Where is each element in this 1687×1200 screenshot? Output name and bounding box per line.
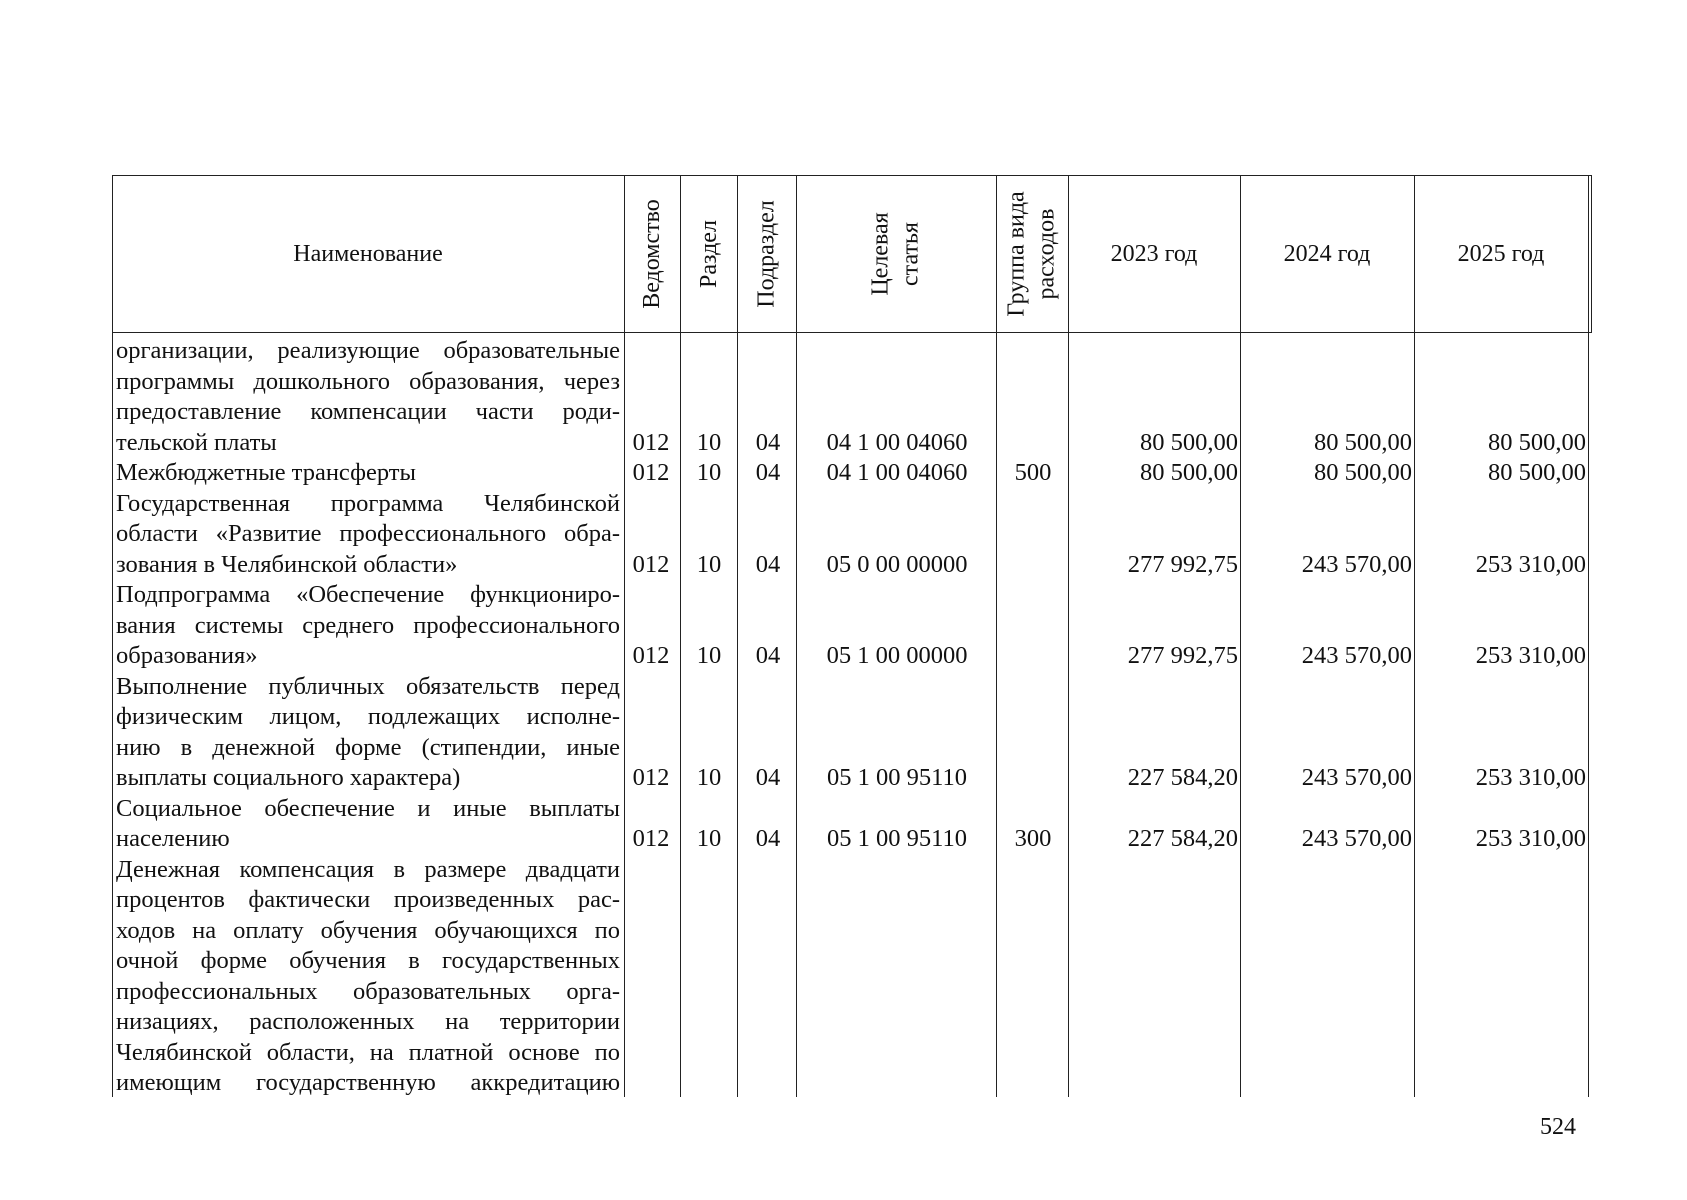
- header-subsection: Подраздел: [753, 200, 780, 308]
- header-target-article-line2: статья: [897, 222, 924, 286]
- cell-department: 012: [632, 642, 670, 669]
- cell-2025: 80 500,00: [1488, 428, 1586, 456]
- cell-subsection: 04: [755, 764, 781, 791]
- cell-section: 10: [696, 459, 722, 486]
- cell-2023: 227 584,20: [1127, 825, 1238, 852]
- cell-section: 10: [696, 642, 722, 669]
- cell-2024: 80 500,00: [1314, 428, 1412, 456]
- cell-subsection: 04: [755, 550, 781, 578]
- table-row: [0, 580, 1687, 672]
- table-row: [0, 794, 1687, 855]
- cell-department: 012: [632, 764, 670, 791]
- cell-2025: 253 310,00: [1475, 825, 1586, 852]
- cell-2023: 80 500,00: [1140, 428, 1238, 456]
- cell-subsection: 04: [755, 642, 781, 669]
- table-row: [0, 489, 1687, 581]
- row-name: Государственная программа Челябинской области «Развитие профессионального обра- зования в Челябинской области»: [116, 489, 620, 578]
- cell-2024: 80 500,00: [1314, 459, 1412, 486]
- table-row: [0, 672, 1687, 794]
- cell-section: 10: [696, 428, 722, 456]
- cell-expense-group: 500: [1014, 459, 1052, 486]
- row-name: Выполнение публичных обязательств перед физическим лицом, подлежащих исполне- нию в денежной форме (стипендии, иные выплаты социального характера): [116, 672, 620, 791]
- cell-target-article: 05 1 00 95110: [827, 764, 967, 791]
- header-2024: 2024 год: [1283, 240, 1371, 267]
- cell-section: 10: [696, 550, 722, 578]
- cell-expense-group: 300: [1014, 825, 1052, 852]
- table-row: [0, 855, 1687, 1099]
- cell-target-article: 05 0 00 00000: [826, 550, 968, 578]
- cell-2023: 277 992,75: [1127, 550, 1238, 578]
- page-number: 524: [1540, 1114, 1576, 1140]
- header-section: Раздел: [695, 220, 722, 288]
- row-name: Денежная компенсация в размере двадцати процентов фактически произведенных рас- ходов на оплату обучения обучающихся по очной форме обучения в государственных профессиональных образовательных орга- низациях, расположенных на территории Челябинской области, на платной основе по имеющим государственную аккредитацию: [116, 855, 620, 1096]
- row-name: Подпрограмма «Обеспечение функциониро- вания системы среднего профессионального образования»: [116, 581, 620, 669]
- header-department: Ведомство: [639, 199, 665, 309]
- header-target-article: [796, 175, 996, 333]
- cell-section: 10: [696, 764, 722, 791]
- cell-2025: 253 310,00: [1475, 642, 1586, 669]
- header-target-article-line1: Целевая: [867, 212, 894, 296]
- cell-2025: 253 310,00: [1475, 550, 1586, 578]
- cell-target-article: 04 1 00 04060: [826, 459, 968, 486]
- header-expense-group-line2: расходов: [1034, 208, 1060, 300]
- cell-department: 012: [632, 459, 670, 486]
- cell-department: 012: [632, 550, 670, 578]
- cell-department: 012: [632, 428, 670, 456]
- header-expense-group-line1: Группа вида: [1004, 191, 1030, 317]
- row-name: организации, реализующие образовательные программы дошкольного образования, через предоставление компенсации части роди- тельской платы: [116, 337, 620, 456]
- row-name: Социальное обеспечение и иные выплаты населению: [116, 794, 620, 852]
- cell-department: 012: [632, 825, 670, 852]
- cell-subsection: 04: [755, 428, 781, 456]
- cell-2025: 80 500,00: [1488, 459, 1586, 486]
- cell-2025: 253 310,00: [1475, 764, 1586, 791]
- header-2025: 2025 год: [1457, 240, 1545, 267]
- cell-subsection: 04: [755, 459, 781, 486]
- cell-2024: 243 570,00: [1301, 764, 1412, 791]
- table-row: [0, 336, 1687, 458]
- cell-2024: 243 570,00: [1301, 642, 1412, 669]
- cell-2023: 80 500,00: [1140, 459, 1238, 486]
- cell-target-article: 05 1 00 95110: [827, 825, 967, 852]
- row-name: Межбюджетные трансферты: [116, 459, 416, 486]
- table-row: [0, 458, 1687, 489]
- header-2023: 2023 год: [1110, 240, 1198, 267]
- cell-2023: 227 584,20: [1127, 764, 1238, 791]
- cell-section: 10: [696, 825, 722, 852]
- cell-target-article: 04 1 00 04060: [826, 428, 968, 456]
- cell-target-article: 05 1 00 00000: [826, 642, 968, 669]
- header-name: Наименование: [293, 240, 443, 267]
- header-expense-group: [996, 175, 1068, 333]
- cell-2024: 243 570,00: [1301, 825, 1412, 852]
- cell-2024: 243 570,00: [1301, 550, 1412, 578]
- cell-2023: 277 992,75: [1127, 642, 1238, 669]
- cell-subsection: 04: [755, 825, 781, 852]
